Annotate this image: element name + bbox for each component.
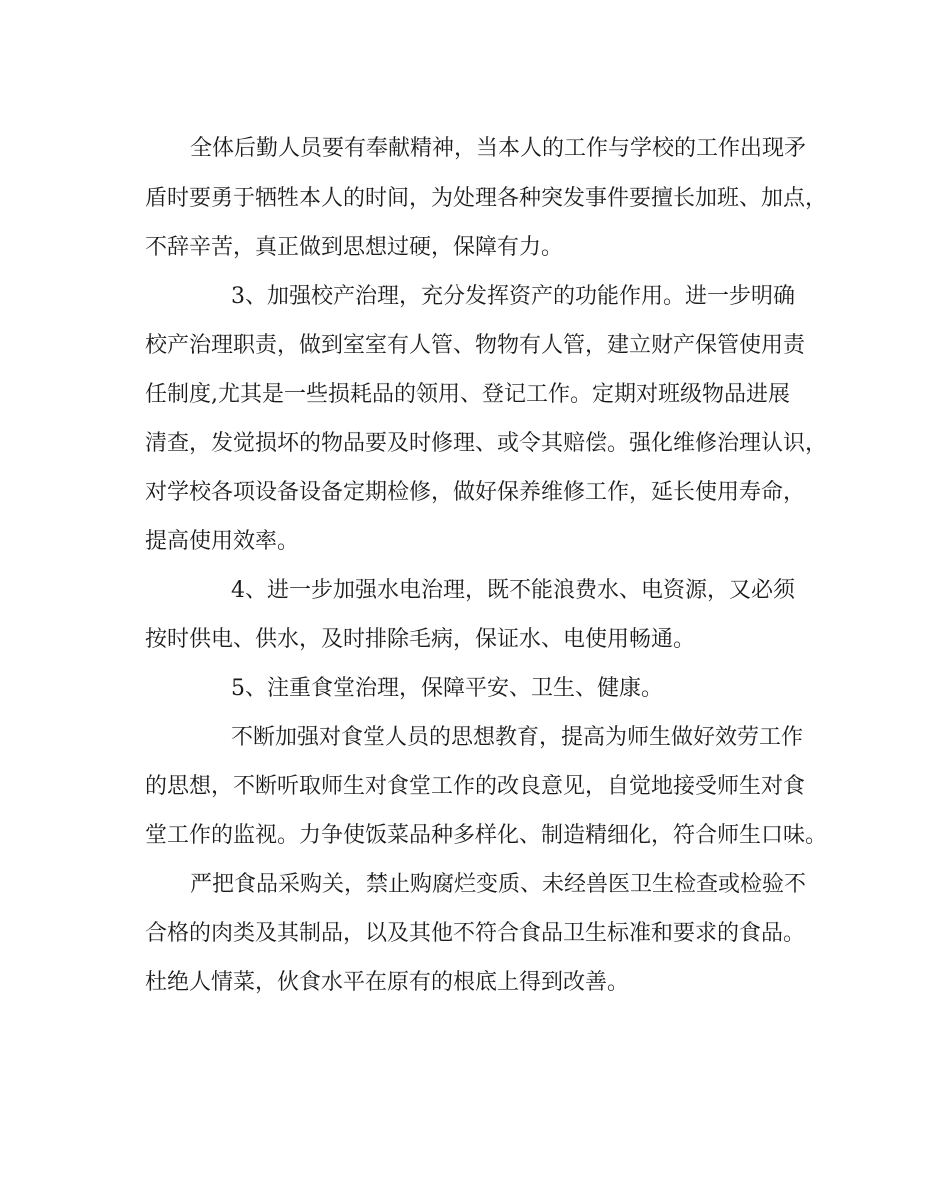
paragraph-6-line-2: 合格的肉类及其制品，以及其他不符合食品卫生标准和要求的食品。 — [145, 921, 806, 946]
paragraph-2-line-1: 3、加强校产治理，充分发挥资产的功能作用。进一步明确 — [231, 284, 795, 309]
paragraph-2-line-6: 提高使用效率。 — [145, 529, 300, 554]
paragraph-3-line-1: 4、进一步加强水电治理，既不能浪费水、电资源，又必须 — [231, 578, 795, 603]
paragraph-3-line-2: 按时供电、供水，及时排除毛病，保证水、电使用畅通。 — [145, 627, 696, 652]
paragraph-5-line-2: 的思想，不断听取师生对食堂工作的改良意见，自觉地接受师生对食 — [145, 774, 806, 799]
paragraph-6-line-1: 严把食品采购关，禁止购腐烂变质、未经兽医卫生检查或检验不 — [190, 872, 807, 897]
paragraph-1-line-3: 不辞辛苦，真正做到思想过硬，保障有力。 — [145, 235, 564, 260]
paragraph-2-line-2: 校产治理职责，做到室室有人管、物物有人管，建立财产保管使用责 — [145, 333, 806, 358]
paragraph-1-line-1: 全体后勤人员要有奉献精神，当本人的工作与学校的工作出现矛 — [190, 136, 807, 161]
paragraph-5-line-1: 不断加强对食堂人员的思想教育，提高为师生做好效劳工作 — [231, 725, 804, 750]
paragraph-1-line-2: 盾时要勇于牺牲本人的时间，为处理各种突发事件要擅长加班、加点， — [145, 186, 828, 211]
paragraph-6-line-3: 杜绝人情菜，伙食水平在原有的根底上得到改善。 — [145, 970, 630, 995]
paragraph-2-line-4: 清查，发觉损坏的物品要及时修理、或令其赔偿。强化维修治理认识， — [145, 431, 828, 456]
paragraph-4-line-1: 5、注重食堂治理，保障平安、卫生、健康。 — [231, 676, 663, 701]
paragraph-2-line-5: 对学校各项设备设备定期检修，做好保养维修工作，延长使用寿命， — [145, 480, 806, 505]
paragraph-2-line-3: 任制度,尤其是一些损耗品的领用、登记工作。定期对班级物品进展 — [145, 382, 790, 407]
paragraph-5-line-3: 堂工作的监视。力争使饭菜品种多样化、制造精细化，符合师生口味。 — [145, 823, 828, 848]
